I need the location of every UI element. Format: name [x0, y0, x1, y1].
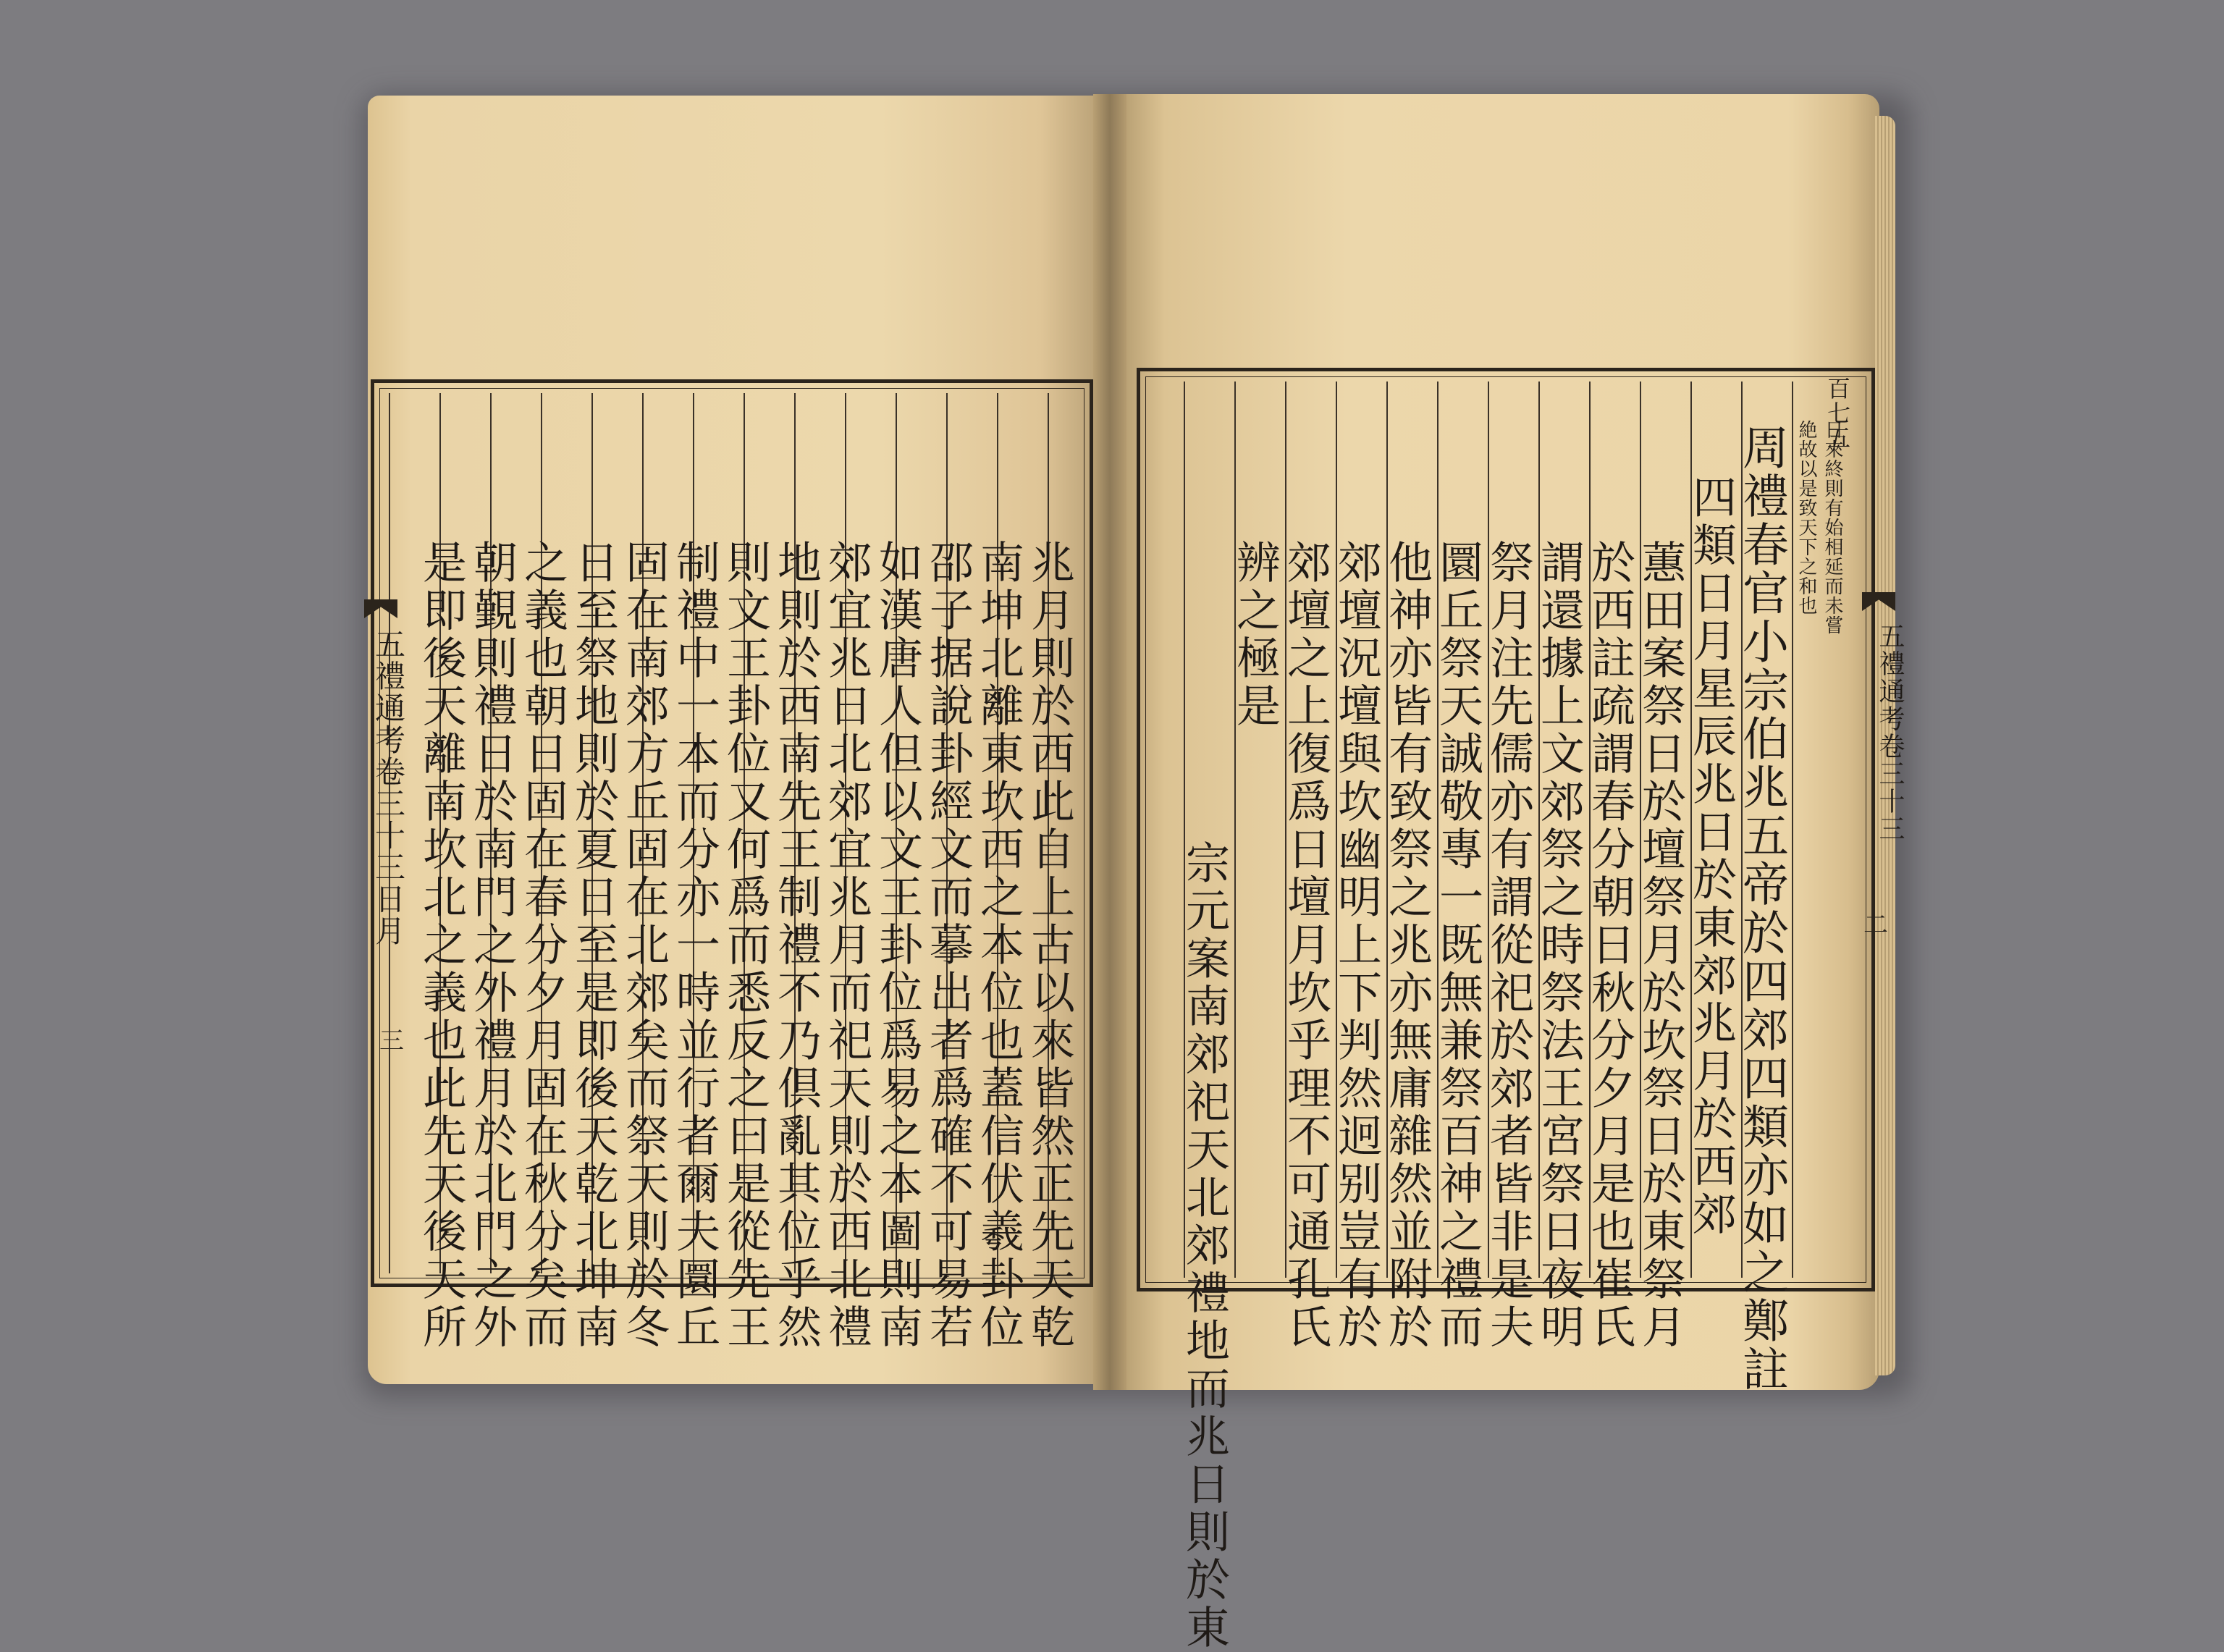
- right-text-column: 郊壇況壇與坎幽明上下判然迥别豈有於: [1331, 539, 1382, 1352]
- right-margin-title: 五禮通考卷三十三: [1875, 623, 1905, 843]
- right-text-column: 祭月注先儒亦有謂從祀於郊者皆非是夫: [1483, 539, 1534, 1352]
- top-right-mark: 百七五: [1824, 376, 1851, 450]
- left-text-column: 地則於西南先王制禮不乃倶亂其位乎然: [770, 539, 822, 1352]
- left-text-column: 制禮中一本而分亦一時並行者爾夫圜丘: [669, 539, 720, 1352]
- right-text-column: 辨之極是: [1229, 539, 1281, 730]
- right-text-column: 郊壇之上復爲日壇月坎乎理不可通孔氏: [1280, 539, 1331, 1352]
- left-text-column: 朝覲則禮日於南門之外禮月於北門之外: [466, 539, 518, 1352]
- left-text-column: 固在南郊方丘固在北郊矣而祭天則於冬: [618, 539, 670, 1352]
- left-text-column: 則文王卦位又何爲而悉反之曰是從先王: [720, 539, 771, 1352]
- left-text-column: 郊宜兆日北郊宜兆月而祀天則於西北禮: [821, 539, 872, 1352]
- left-text-column: 邵子据說卦經文而摹出者爲確不可易若: [922, 539, 974, 1352]
- left-page-number: 三: [379, 1027, 404, 1055]
- right-text-column: 蕙田案祭日於壇祭月於坎祭日於東祭月: [1635, 539, 1686, 1352]
- right-text-column: 宗元案南郊祀天北郊禮地而兆日則於東: [1179, 840, 1230, 1652]
- right-page-number: 二: [1863, 911, 1888, 940]
- left-text-column: 是即後天離南坎北之義也此先天後天所: [416, 539, 467, 1352]
- left-text-column: 南坤北離東坎西之本位也蓋信伏羲卦位: [973, 539, 1024, 1352]
- annotation-line: 日來終則有始相延而未嘗: [1821, 420, 1843, 635]
- right-text-column: 謂還據上文郊祭之時祭法王宮祭日夜明: [1533, 539, 1585, 1352]
- right-text-column-heading: 周禮春官小宗伯兆五帝於四郊四類亦如之鄭註: [1735, 423, 1788, 1394]
- right-text-column: 他神亦皆有致祭之兆亦無庸雜然並附於: [1381, 539, 1433, 1352]
- column-rule: [1234, 382, 1286, 1278]
- right-text-column: 於西註疏謂春分朝日秋分夕月是也崔氏: [1584, 539, 1635, 1352]
- annotation-line: 絶故以是致天下之和也: [1795, 420, 1817, 615]
- right-text-column: 圜丘祭天誠敬專一既無兼祭百神之禮而: [1432, 539, 1483, 1352]
- left-text-column: 如漢唐人但以文王卦位爲易之本圖則南: [872, 539, 923, 1352]
- left-text-column: 之義也朝日固在春分夕月固在秋分矣而: [517, 539, 568, 1352]
- left-margin-title: 五禮通考卷三十三日月: [371, 628, 406, 947]
- left-text-column: 日至祭地則於夏日至是即後天乾北坤南: [568, 539, 619, 1352]
- left-text-column: 兆月則於西此自上古以來皆然正先天乾: [1024, 539, 1075, 1352]
- right-text-column: 四類日月星辰兆日於東郊兆月於西郊: [1685, 474, 1737, 1239]
